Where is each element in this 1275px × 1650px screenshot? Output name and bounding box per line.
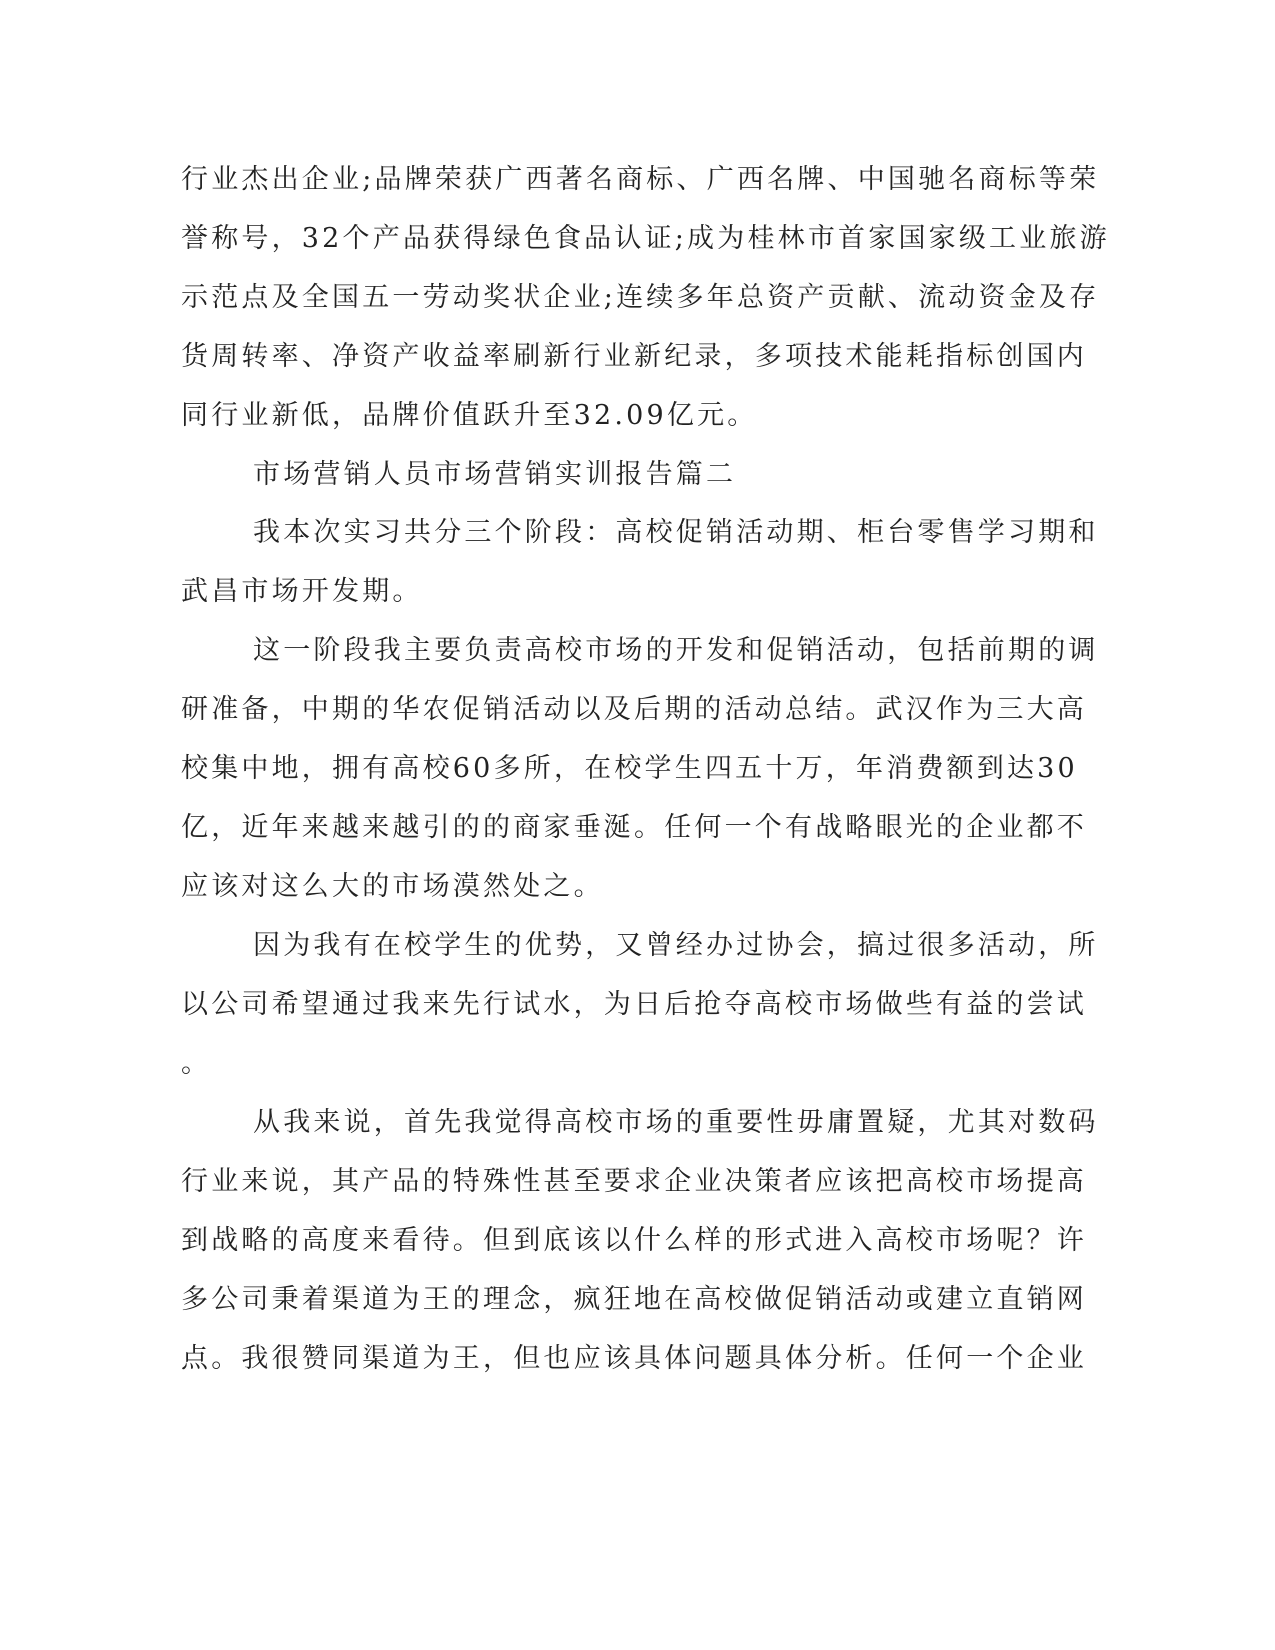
paragraph-line: 誉称号，32个产品获得绿色食品认证;成为桂林市首家国家级工业旅游 [181, 223, 1110, 254]
paragraph-line: 多公司秉着渠道为王的理念，疯狂地在高校做促销活动或建立直销网 [181, 1284, 1087, 1315]
paragraph-line: 行业来说，其产品的特殊性甚至要求企业决策者应该把高校市场提高 [181, 1166, 1087, 1197]
paragraph-line: 。 [181, 1048, 212, 1079]
section-heading: 市场营销人员市场营销实训报告篇二 [253, 459, 737, 490]
paragraph-line: 武昌市场开发期。 [181, 576, 423, 607]
paragraph-line: 到战略的高度来看待。但到底该以什么样的形式进入高校市场呢？许 [181, 1225, 1087, 1256]
paragraph-line: 以公司希望通过我来先行试水，为日后抢夺高校市场做些有益的尝试 [181, 989, 1087, 1020]
paragraph-line: 示范点及全国五一劳动奖状企业;连续多年总资产贡献、流动资金及存 [181, 282, 1100, 313]
paragraph-line: 同行业新低，品牌价值跃升至32.09亿元。 [181, 400, 758, 431]
paragraph-line: 货周转率、净资产收益率刷新行业新纪录，多项技术能耗指标创国内 [181, 341, 1087, 372]
paragraph-line: 应该对这么大的市场漠然处之。 [181, 871, 604, 902]
paragraph-line: 从我来说，首先我觉得高校市场的重要性毋庸置疑，尤其对数码 [253, 1107, 1099, 1138]
paragraph-line: 研准备，中期的华农促销活动以及后期的活动总结。武汉作为三大高 [181, 694, 1087, 725]
paragraph-line: 校集中地，拥有高校60多所，在校学生四五十万，年消费额到达30 [181, 753, 1078, 784]
paragraph-line: 这一阶段我主要负责高校市场的开发和促销活动，包括前期的调 [253, 635, 1099, 666]
paragraph-line: 亿，近年来越来越引的的商家垂涎。任何一个有战略眼光的企业都不 [181, 812, 1087, 843]
paragraph-line: 点。我很赞同渠道为王，但也应该具体问题具体分析。任何一个企业 [181, 1343, 1087, 1374]
paragraph-line: 因为我有在校学生的优势，又曾经办过协会，搞过很多活动，所 [253, 930, 1099, 961]
paragraph-line: 行业杰出企业;品牌荣获广西著名商标、广西名牌、中国驰名商标等荣 [181, 164, 1100, 195]
paragraph-line: 我本次实习共分三个阶段：高校促销活动期、柜台零售学习期和 [253, 517, 1099, 548]
